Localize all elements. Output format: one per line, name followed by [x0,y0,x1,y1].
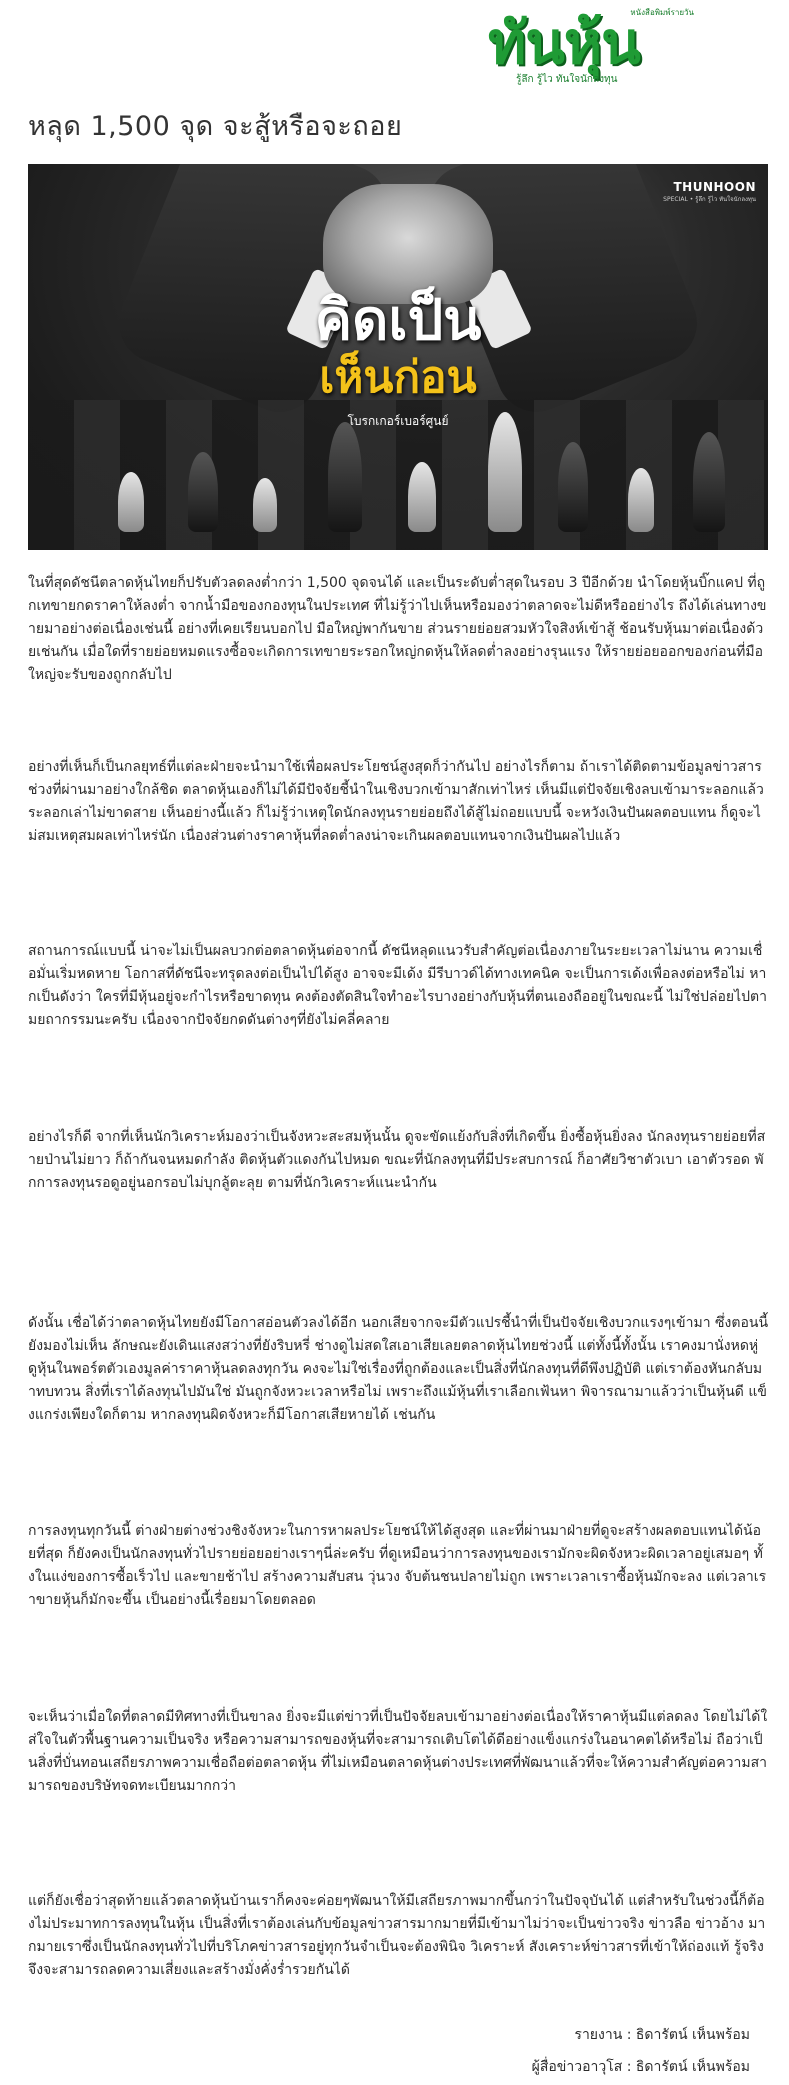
cover-brand-name: THUNHOON [673,180,756,194]
article-body [28,572,768,2030]
cover-image [28,164,768,550]
article-paragraph: แต่ก็ยังเชื่อว่าสุดท้ายแล้วตลาดหุ้นบ้านเราก็คงจะค่อยๆพัฒนาให้มีเสถียรภาพมากขึ้นกว่าในปัจจุบันได้ แต่สำหรับในช่วงนี้ก็ต้องไม่ประมาทการลงทุนในหุ้น เป็นสิ่งที่เราต้องเล่นกับข้อมูลข่าวสารมากมายที่มีเข้ามาไม่ว่าจะเป็นข่าวจริง ข่าวลือ ข่าวอ้าง มากมายเราซึ่งเป็นนักลงทุนทั่วไปที่บริโภคข่าวสารอยู่ทุกวันจำเป็นจะต้องพินิจ วิเคราะห์ สังเคราะห์ข่าวสารที่เข้าให้ถ่องแท้ รู้จริง จึงจะสามารถลดความเสี่ยงและสร้างมั่งคั่งร่ำรวยกันได้ [28,1893,766,1978]
article-paragraph: จะเห็นว่าเมื่อใดที่ตลาดมีทิศทางที่เป็นขาลง ยิ่งจะมีแต่ข่าวที่เป็นปัจจัยลบเข้ามาอย่างต่อเนื่องให้ราคาหุ้นมีแต่ลดลง โดยไม่ได้ใส่ใจในตัวพื้นฐานความเป็นจริง หรือความสามารถของหุ้นที่จะสามารถเติบโตได้ดีอย่างแข็งแกร่งในอนาคตได้หรือไม่ ถือว่าเป็นสิ่งที่บั่นทอนเสถียรภาพความเชื่อถือต่อตลาดหุ้น ที่ไม่เหมือนตลาดหุ้นต่างประเทศที่พัฒนาแล้วที่จะให้ความสำคัญต่อความสามารถของบริษัทจดทะเบียนมากกว่า [28,1709,768,1794]
editor-credit: ผู้สื่อข่าวอาวุโส : ธิดารัตน์ เห็นพร้อม [531,2059,750,2075]
article-paragraph: อย่างที่เห็นก็เป็นกลยุทธ์ที่แต่ละฝ่ายจะนำมาใช้เพื่อผลประโยชน์สูงสุดก็ว่ากันไป อย่างไรก็ตาม ถ้าเราได้ติดตามข้อมูลข่าวสารช่วงที่ผ่านมาอย่างใกล้ชิด ตลาดหุ้นเองก็ไม่ได้มีปัจจัยชี้นำในเชิงบวกเข้ามาสักเท่าไหร่ เห็นมีแต่ปัจจัยเชิงลบเข้ามาระลอกแล้วระลอกเล่าไม่ขาดสาย เห็นอย่างนี้แล้ว ก็ไม่รู้ว่าเหตุใดนักลงทุนรายย่อยถึงได้สู้ไม่ถอยแบบนี้ จะหวังเงินปันผลตอบแทน ก็ดูจะไม่สมเหตุสมผลเท่าไหร่นัก เนื่องส่วนต่างราคาหุ้นที่ลดต่ำลงน่าจะเกินผลตอบแทนจากเงินปันผลไปแล้ว [28,759,764,844]
chess-piece [558,442,588,532]
cover-title: คิดเป็น [314,288,482,353]
chess-piece [408,462,436,532]
masthead-tagline-top: หนังสือพิมพ์รายวัน [630,8,694,17]
article-paragraph: อย่างไรก็ดี จากที่เห็นนักวิเคราะห์มองว่าเป็นจังหวะสะสมหุ้นนั้น ดูจะขัดแย้งกับสิ่งที่เกิดขึ้น ยิ่งซื้อหุ้นยิ่งลง นักลงทุนรายย่อยที่สายป่านไม่ยาว ก็ถ้ากันจนหมดกำลัง ติดหุ้นตัวแดงกันไปหมด ขณะที่นักลงทุนที่มีประสบการณ์ ก็อาศัยวิชาตัวเบา เอาตัวรอด พักการลงทุนรอดูอยู่นอกรอบไม่บุกลู้ตะลุย ตามที่นักวิเคราะห์แนะนำกัน [28,1129,766,1191]
cover-author: โบรกเกอร์เบอร์ศูนย์ [347,414,449,428]
reporter-credit: รายงาน : ธิดารัตน์ เห็นพร้อม [574,2027,750,2043]
chess-piece [253,478,277,532]
cover-hands [323,184,493,304]
logo-wordmark: ทันหุ้น [488,9,640,77]
masthead-tagline-bottom: รู้ลึก รู้ไว ทันใจนักลงทุน [516,74,618,85]
chess-piece [628,468,654,532]
cover-brand-sub: SPECIAL • รู้ลึก รู้ไว ทันใจนักลงทุน [663,196,756,203]
masthead-logo[interactable] [488,6,700,88]
cover-subtitle: เห็นก่อน [319,352,477,403]
chess-piece [118,472,144,532]
article-paragraph: การลงทุนทุกวันนี้ ต่างฝ่ายต่างช่วงชิงจังหวะในการหาผลประโยชน์ให้ได้สูงสุด และที่ผ่านมาฝ่ายที่ดูจะสร้างผลตอบแทนได้น้อยที่สุด ก็ยังคงเป็นนักลงทุนทั่วไปรายย่อยอย่างเราๆนี่ล่ะครับ ที่ดูเหมือนว่าการลงทุนของเรามักจะผิดจังหวะผิดเวลาอยู่เสมอๆ ทั้งในแง่ของการซื้อเร็วไป และขายช้าไป สร้างความสับสน วุ่นวง จับต้นชนปลายไม่ถูก เพราะเวลาเราซื้อหุ้นมักจะลง แต่เวลาเราขายหุ้นก็มักจะขึ้น เป็นอย่างนี้เรื่อยมาโดยตลอด [28,1523,767,1608]
article-paragraph: สถานการณ์แบบนี้ น่าจะไม่เป็นผลบวกต่อตลาดหุ้นต่อจากนี้ ดัชนีหลุดแนวรับสำคัญต่อเนื่องภายในระยะเวลาไม่นาน ความเชื่อมั่นเริ่มหดหาย โอกาสที่ดัชนีจะทรุดลงต่อเป็นไปได้สูง อาจจะมีเด้ง มีรีบาวด์ได้ทางเทคนิค จะเป็นการเด้งเพื่อลงต่อหรือไม่ หากเป็นดังว่า ใครที่มีหุ้นอยู่จะกำไรหรือขาดทุน คงต้องตัดสินใจทำอะไรบางอย่างกับหุ้นที่ตนเองถืออยู่ในขณะนี้ ไม่ใช่ปล่อยไปตามยถากรรมนะครับ เนื่องจากปัจจัยกดดันต่างๆที่ยังไม่คลี่คลาย [28,943,767,1028]
article-paragraph: ดังนั้น เชื่อได้ว่าตลาดหุ้นไทยยังมีโอกาสอ่อนตัวลงได้อีก นอกเสียจากจะมีตัวแปรชี้นำที่เป็นปัจจัยเชิงบวกแรงๆเข้ามา ซึ่งตอนนี้ยังมองไม่เห็น ลักษณะยังเดินแสงสว่างที่ยังริบหรี่ ช่างดูไม่สดใสเอาเสียเลยตลาดหุ้นไทยช่วงนี้ แต่ทั้งนี้ทั้งนั้น เราคงมานั่งหดหู่ ดูหุ้นในพอร์ตตัวเองมูลค่าราคาหุ้นลดลงทุกวัน คงจะไม่ใช่เรื่องที่ถูกต้องและเป็นสิ่งที่นักลงทุนที่ดีพึงปฏิบัติ แต่เราต้องหันกลับมาทบทวน สิ่งที่เราได้ลงทุนไปมันใช่ มันถูกจังหวะเวลาหรือไม่ เพราะถึงแม้หุ้นที่เราเลือกเฟ้นหา พิจารณามาแล้วว่าเป็นหุ้นดี แข็งแกร่งเพียงใดก็ตาม หากลงทุนผิดจังหวะก็มีโอกาสเสียหายได้ เช่นกัน [28,1315,769,1423]
chess-piece [693,432,725,532]
cover-brand [663,180,756,204]
chess-piece [188,452,218,532]
article-paragraph: ในที่สุดดัชนีตลาดหุ้นไทยก็ปรับตัวลดลงต่ำกว่า 1,500 จุดจนได้ และเป็นระดับต่ำสุดในรอบ 3 ปีอีกด้วย นำโดยหุ้นบิ๊กแคป ที่ถูกเทขายกดราคาให้ลงต่ำ จากน้ำมือของกองทุนในประเทศ ที่ไม่รู้ว่าไปเห็นหรือมองว่าตลาดจะไม่ดีหรืออย่างไร ถึงได้เล่นทางขายมาอย่างต่อเนื่องเช่นนี้ อย่างที่เคยเรียนบอกไป มือใหญ่พากันขาย ส่วนรายย่อยสวมหัวใจสิงห์เข้าสู้ ช้อนรับหุ้นมาต่อเนื่องด้วยเช่นกัน เมื่อใดที่รายย่อยหมดแรงซื้อจะเกิดการเทขายระรอกใหญ่กดหุ้นให้ลดต่ำลงอย่างรุนแรง ให้รายย่อยออกของก่อนที่มือใหญ่จะรับของถูกกลับไป [28,575,767,683]
article-title: หลุด 1,500 จุด จะสู้หรือจะถอย [28,111,403,142]
chess-piece [328,422,362,532]
